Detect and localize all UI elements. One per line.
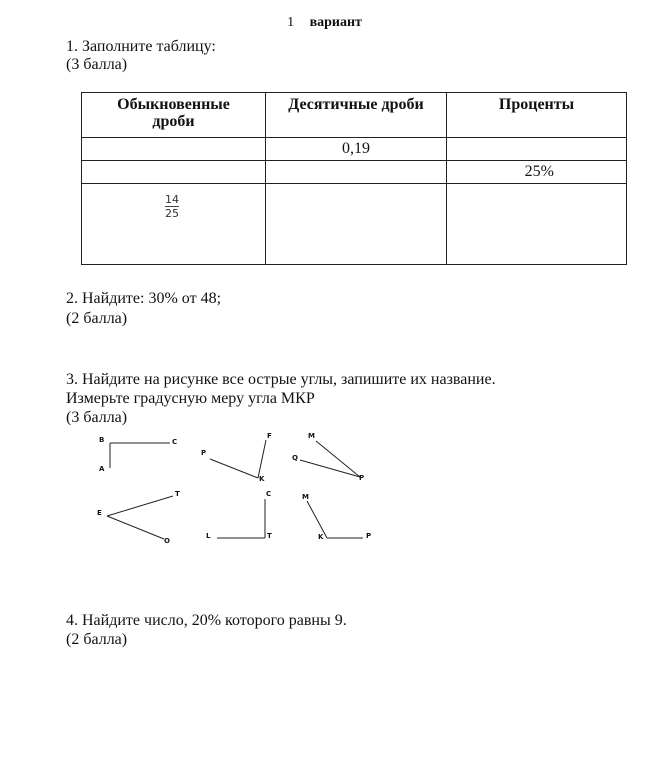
fraction-numerator: 14 bbox=[165, 193, 179, 206]
label-p: P bbox=[359, 474, 365, 482]
label-l: L bbox=[206, 532, 211, 540]
label-q: Q bbox=[292, 454, 298, 462]
angle-abc bbox=[99, 436, 177, 473]
label-p: P bbox=[366, 532, 372, 540]
label-c: C bbox=[266, 490, 272, 498]
angle-pkf bbox=[201, 432, 272, 483]
label-a: A bbox=[99, 465, 105, 473]
angle-mpq bbox=[292, 432, 364, 482]
task3-title: 3. Найдите на рисунке все острые углы, запишите их название. bbox=[66, 371, 496, 388]
task1-title: 1. Заполните таблицу: bbox=[66, 38, 216, 55]
label-f: F bbox=[267, 432, 272, 440]
task3-subtitle: Измерьте градусную меру угла МКР bbox=[66, 390, 315, 407]
label-e: E bbox=[97, 509, 102, 517]
label-k: K bbox=[318, 533, 324, 541]
variant-word: вариант bbox=[309, 15, 362, 30]
cell-decimal[interactable]: 0,19 bbox=[266, 138, 447, 161]
angle-ltc bbox=[206, 490, 272, 540]
label-k: K bbox=[259, 475, 265, 483]
label-t: T bbox=[175, 490, 180, 498]
column-header-decimals: Десятичные дроби bbox=[266, 93, 447, 138]
angle-teo bbox=[97, 490, 180, 545]
task1-points: (3 балла) bbox=[66, 56, 128, 73]
label-m: M bbox=[308, 432, 315, 440]
label-t: T bbox=[267, 532, 272, 540]
label-b: B bbox=[99, 436, 105, 444]
angle-mkp bbox=[302, 493, 371, 541]
label-m: M bbox=[302, 493, 309, 501]
label-c: C bbox=[172, 438, 178, 446]
task4-points: (2 балла) bbox=[66, 631, 128, 648]
task3-points: (3 балла) bbox=[66, 409, 128, 426]
label-o: O bbox=[164, 537, 170, 545]
fraction-denominator: 25 bbox=[165, 207, 179, 220]
column-header-fractions: Обыкновенные дроби bbox=[82, 93, 266, 138]
task2-title: 2. Найдите: 30% от 48; bbox=[66, 290, 222, 307]
task4-title: 4. Найдите число, 20% которого равны 9. bbox=[66, 612, 347, 629]
cell-percent[interactable]: 25% bbox=[447, 161, 627, 184]
task2-points: (2 балла) bbox=[66, 310, 128, 327]
variant-number: 1 bbox=[287, 15, 295, 30]
label-p: P bbox=[201, 449, 207, 457]
column-header-percents: Проценты bbox=[447, 93, 627, 138]
